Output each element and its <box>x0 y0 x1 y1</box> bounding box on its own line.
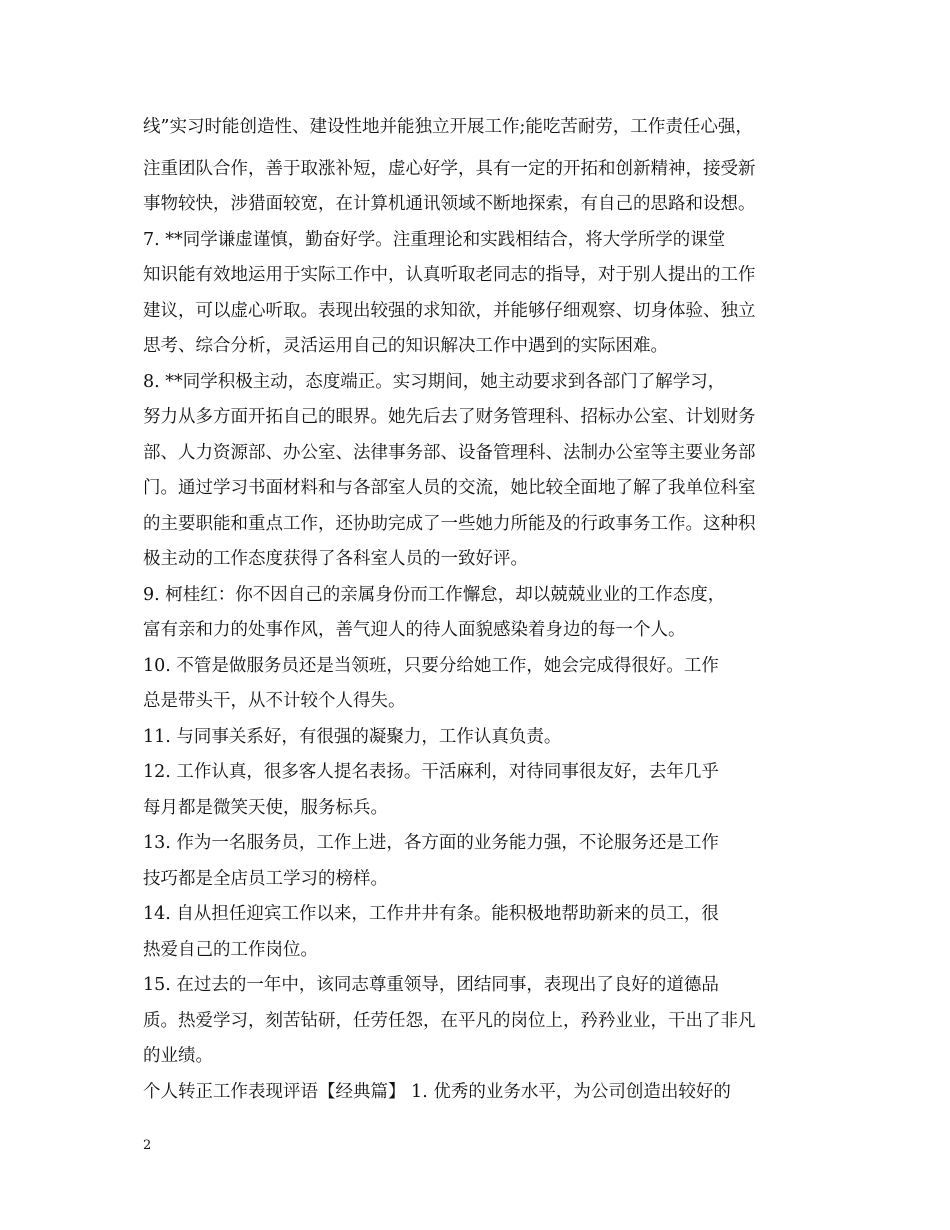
text-line: 8. **同学积极主动，态度端正。实习期间，她主动要求到各部门了解学习， <box>143 372 726 392</box>
text-line: 努力从多方面开拓自己的眼界。她先后去了财务管理科、招标办公室、计划财务 <box>143 407 756 427</box>
text-line: 知识能有效地运用于实际工作中，认真听取老同志的指导，对于别人提出的工作 <box>143 265 756 285</box>
text-line: 极主动的工作态度获得了各科室人员的一致好评。 <box>143 549 528 569</box>
text-line: 9. 柯桂红：你不因自己的亲属身份而工作懈怠，却以兢兢业业的工作态度， <box>143 585 726 605</box>
text-line: 15. 在过去的一年中，该同志尊重领导，团结同事，表现出了良好的道德品 <box>143 975 719 995</box>
text-line: 部、人力资源部、办公室、法律事务部、设备管理科、法制办公室等主要业务部 <box>143 443 756 463</box>
text-line: 技巧都是全店员工学习的榜样。 <box>143 869 388 889</box>
text-line: 质。热爱学习，刻苦钻研，任劳任怨，在平凡的岗位上，矜矜业业，干出了非凡 <box>143 1011 756 1031</box>
text-line: 注重团队合作，善于取涨补短，虚心好学，具有一定的开拓和创新精神，接受新 <box>143 159 756 179</box>
text-line: 建议，可以虚心听取。表现出较强的求知欲，并能够仔细观察、切身体验、独立 <box>143 301 756 321</box>
text-line: 富有亲和力的处事作风，善气迎人的待人面貌感染着身边的每一个人。 <box>143 620 686 640</box>
text-line: 事物较快，涉猎面较宽，在计算机通讯领域不断地探索，有自己的思路和设想。 <box>143 194 756 214</box>
text-line: 总是带头干，从不计较个人得失。 <box>143 691 406 711</box>
text-line: 12. 工作认真，很多客人提名表扬。干活麻利，对待同事很友好，去年几乎 <box>143 762 719 782</box>
text-line: 10. 不管是做服务员还是当领班，只要分给她工作，她会完成得很好。工作 <box>143 656 719 676</box>
text-line: 门。通过学习书面材料和与各部室人员的交流，她比较全面地了解了我单位科室 <box>143 478 756 498</box>
text-line: 11. 与同事关系好，有很强的凝聚力，工作认真负责。 <box>143 727 562 747</box>
text-line: 13. 作为一名服务员，工作上进，各方面的业务能力强，不论服务还是工作 <box>143 833 719 853</box>
text-line: 思考、综合分析，灵活运用自己的知识解决工作中遇到的实际困难。 <box>143 336 668 356</box>
text-line: 个人转正工作表现评语【经典篇】 1. 优秀的业务水平，为公司创造出较好的 <box>143 1082 731 1102</box>
text-line: 每月都是微笑天使，服务标兵。 <box>143 798 388 818</box>
text-line: 热爱自己的工作岗位。 <box>143 940 318 960</box>
text-line: 的主要职能和重点工作，还协助完成了一些她力所能及的行政事务工作。这种积 <box>143 514 756 534</box>
text-line: 的业绩。 <box>143 1046 213 1066</box>
text-line: 14. 自从担任迎宾工作以来，工作井井有条。能积极地帮助新来的员工，很 <box>143 904 719 924</box>
page-number: 2 <box>143 1138 152 1153</box>
text-line: 7. **同学谦虚谨慎，勤奋好学。注重理论和实践相结合，将大学所学的课堂 <box>143 230 726 250</box>
text-line: 线”实习时能创造性、建设性地并能独立开展工作;能吃苦耐劳，工作责任心强， <box>143 117 753 137</box>
